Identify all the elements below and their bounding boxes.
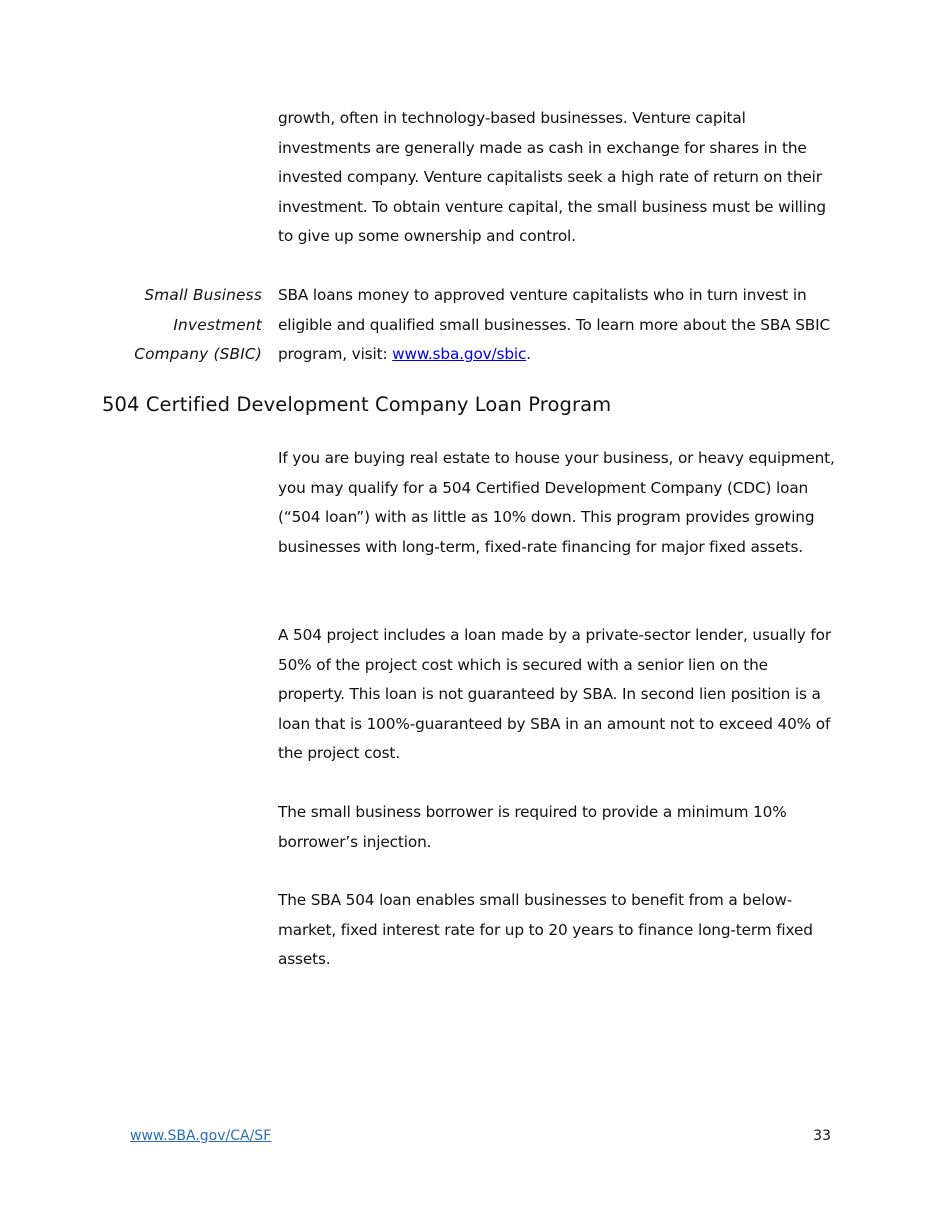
sbic-label-line-3: Company (SBIC) (134, 345, 262, 363)
sbic-side-label (96, 281, 262, 370)
paragraph-504-intro: If you are buying real estate to house your business, or heavy equipment, you may qualify for a 504 Certified Development Company (CDC) loan (“504 loan”) with as little as 10% down. This program provides growing businesses with long-term, fixed-rate financing for major fixed assets. (278, 449, 835, 556)
sbic-paragraph (278, 281, 838, 370)
section-heading-504: 504 Certified Development Company Loan Program (102, 393, 612, 416)
sbic-paragraph-text: SBA loans money to approved venture capitalists who in turn invest in eligible and qualified small businesses. To learn more about the SBA SBIC program, visit: (278, 286, 831, 363)
paragraph-504-benefit: The SBA 504 loan enables small businesses to benefit from a below-market, fixed interest rate for up to 20 years to finance long-term fixed assets. (278, 891, 813, 968)
paragraph-504-injection: The small business borrower is required to provide a minimum 10% borrower’s injection. (278, 803, 787, 851)
footer-website-link[interactable]: www.SBA.gov/CA/SF (130, 1128, 272, 1144)
sbic-link[interactable]: www.sba.gov/sbic (392, 345, 527, 363)
sbic-label-line-1: Small Business (144, 286, 262, 304)
page-number: 33 (813, 1128, 831, 1144)
sbic-label-line-2: Investment (173, 315, 262, 334)
paragraph-504-structure: A 504 project includes a loan made by a private-sector lender, usually for 50% of the project cost which is secured with a senior lien on the property. This loan is not guaranteed by SBA. In second lien position is a loan that is 100%-guaranteed by SBA in an amount not to exceed 40% of the project cost. (278, 626, 831, 762)
venture-capital-paragraph: growth, often in technology-based businesses. Venture capital investments are generally made as cash in exchange for shares in the invested company. Venture capitalists seek a high rate of return on their investment. To obtain venture capital, the small business must be willing to give up some ownership and control. (278, 109, 826, 245)
sbic-paragraph-end: . (526, 345, 532, 363)
